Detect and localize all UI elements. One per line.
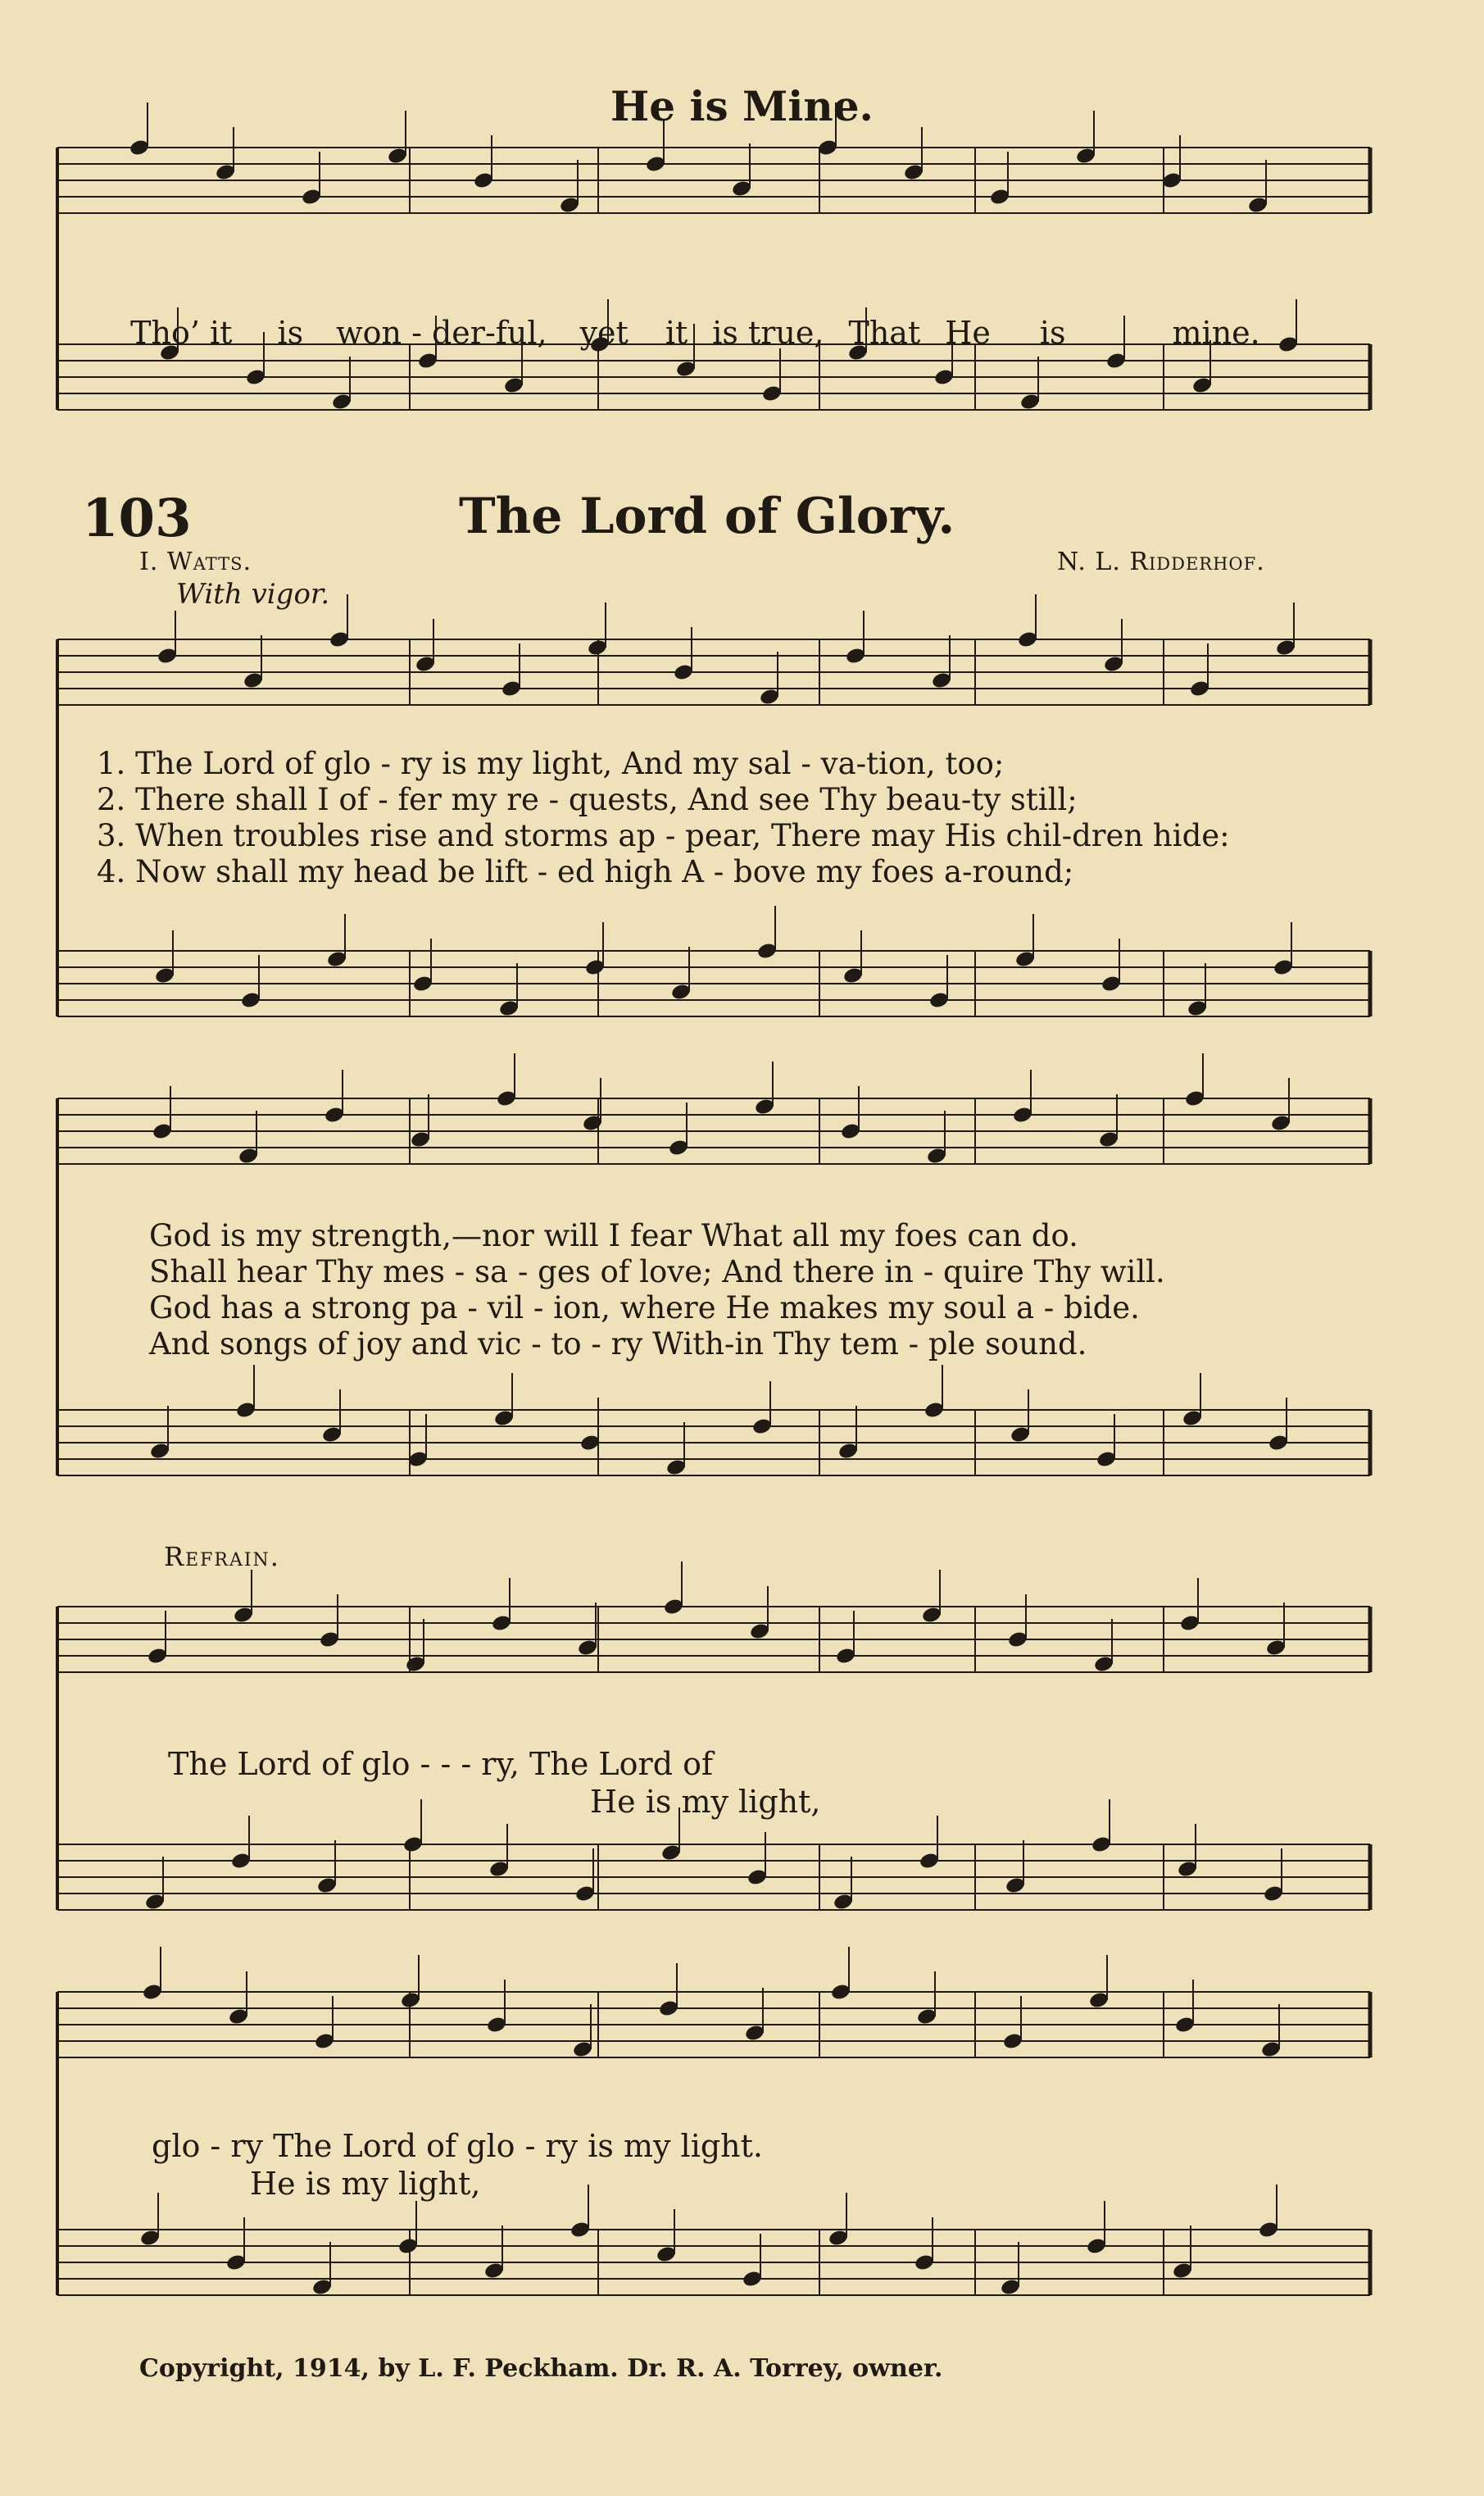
- verse-line-3-continued: God has a strong pa - vil - ion, where He makes my soul a - bide.: [149, 1290, 1140, 1325]
- verse-line-1-continued: God is my strength,—nor will I fear What all my foes can do.: [149, 1218, 1078, 1253]
- verse-line-2: 2. There shall I of - fer my re - quests, And see Thy beau-ty still;: [97, 782, 1078, 817]
- verse-line-4: 4. Now shall my head be lift - ed high A - bove my foes a-round;: [97, 854, 1074, 889]
- tempo-marking: With vigor.: [176, 578, 330, 611]
- refrain-line-1: The Lord of glo - - - ry, The Lord of: [168, 1746, 714, 1782]
- hymn-number: 103: [82, 488, 192, 549]
- verse-line-4-continued: And songs of joy and vic - to - ry With-in Thy tem - ple sound.: [149, 1326, 1087, 1362]
- hymn-composer: N. L. Ridderhof.: [1057, 548, 1265, 576]
- previous-hymn-lyric: Tho’ it is won - der-ful, yet it is true, That He is mine.: [130, 315, 1260, 351]
- copyright-notice: Copyright, 1914, by L. F. Peckham. Dr. R. A. Torrey, owner.: [139, 2354, 943, 2383]
- verse-line-3: 3. When troubles rise and storms ap - pear, There may His chil-dren hide:: [97, 818, 1230, 853]
- refrain-line-2-bass: He is my light,: [250, 2166, 481, 2202]
- hymn-title: The Lord of Glory.: [459, 488, 955, 545]
- refrain-label: Refrain.: [164, 1541, 280, 1572]
- verse-line-1: 1. The Lord of glo - ry is my light, And my sal - va-tion, too;: [97, 746, 1005, 781]
- previous-hymn-title: He is Mine.: [610, 82, 874, 130]
- refrain-line-2: glo - ry The Lord of glo - ry is my light.: [152, 2128, 763, 2164]
- refrain-line-1-bass: He is my light,: [590, 1784, 821, 1820]
- verse-line-2-continued: Shall hear Thy mes - sa - ges of love; And there in - quire Thy will.: [149, 1254, 1165, 1289]
- hymn-author: I. Watts.: [139, 548, 252, 576]
